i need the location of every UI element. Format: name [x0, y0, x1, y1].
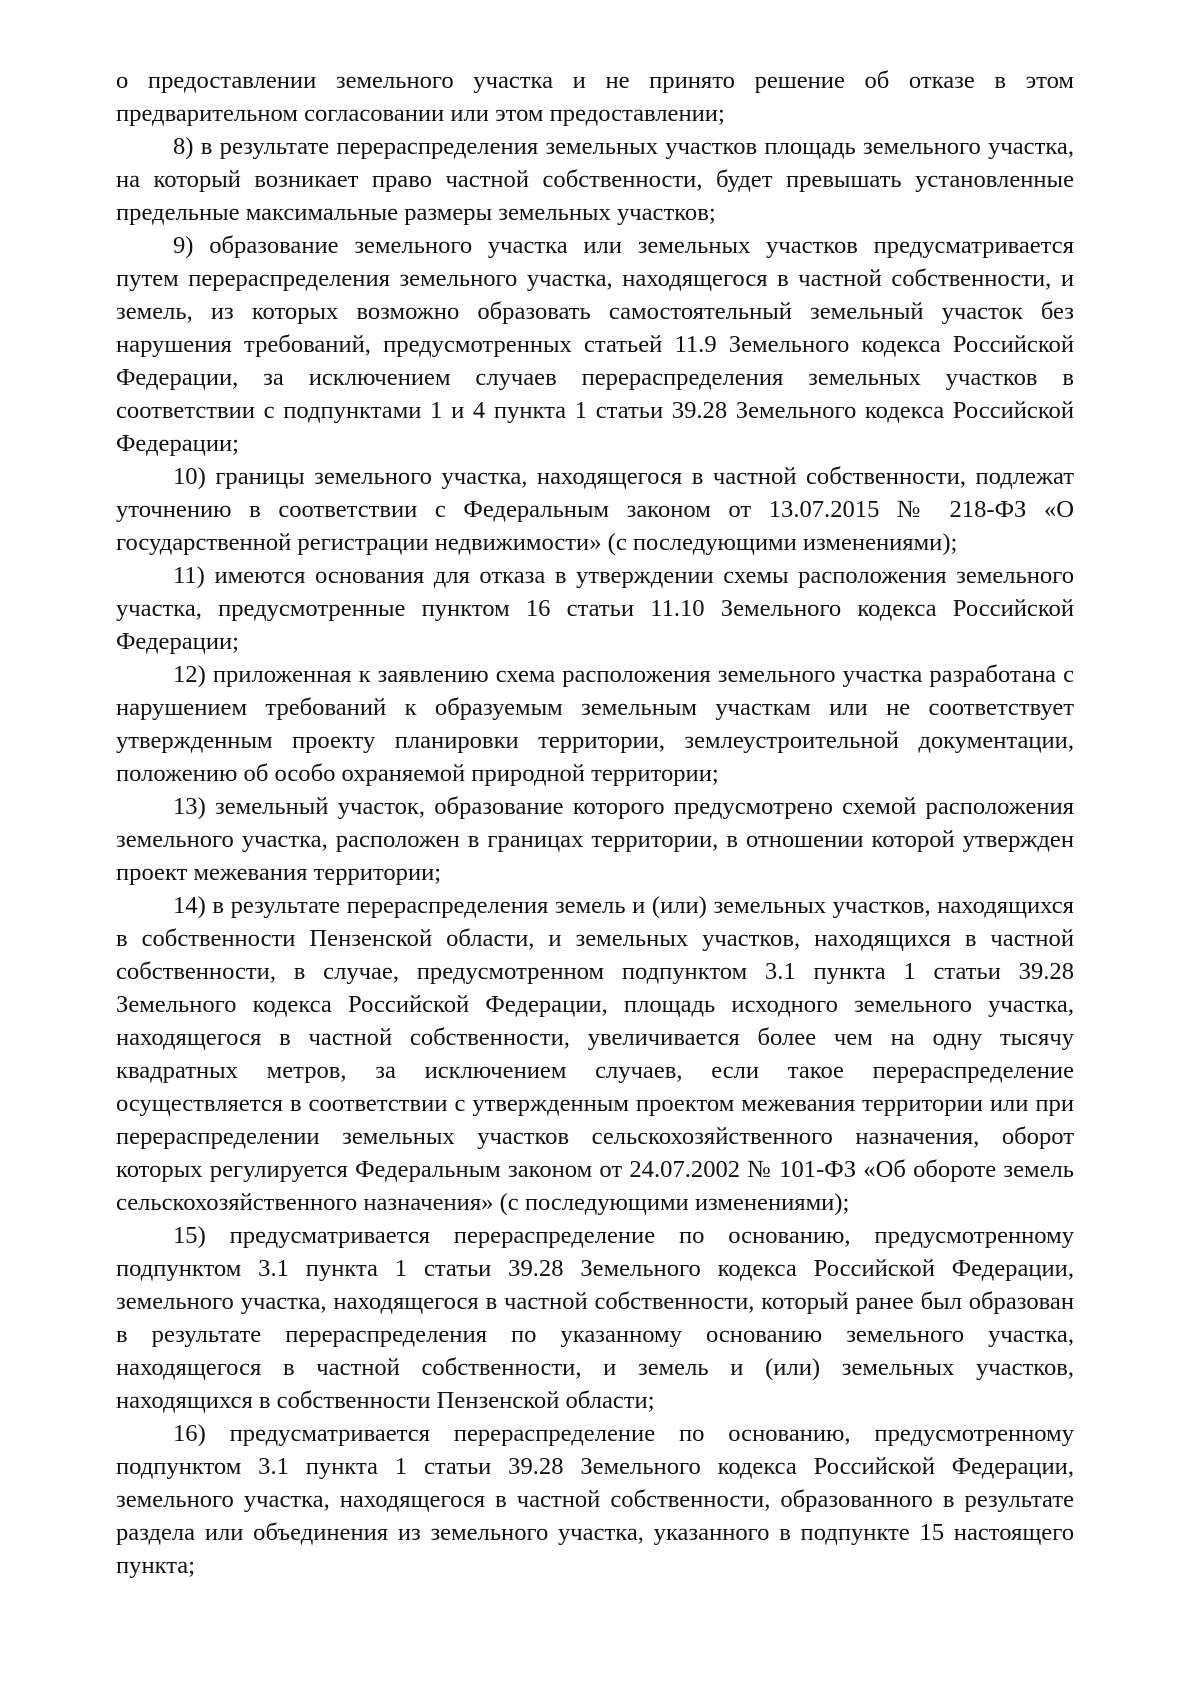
paragraph-item-9: 9) образование земельного участка или земельных участков предусматривается путем перераспределения земельного участка, находящегося в частной собственности, и земель, из которых возможно образовать самостоятельный земельный участок без нарушения требований, предусмотренных статьей 11.9 Земельного кодекса Российской Федерации, за исключением случаев перераспределения земельных участков в соответствии с подпунктами 1 и 4 пункта 1 статьи 39.28 Земельного кодекса Российской Федерации;	[116, 232, 1074, 457]
paragraph-continuation: о предоставлении земельного участка и не принято решение об отказе в этом предварительном согласовании или этом предоставлении;	[116, 67, 1074, 127]
paragraph-item-14: 14) в результате перераспределения земель и (или) земельных участков, находящихся в собственности Пензенской области, и земельных участков, находящихся в частной собственности, в случае, предусмотренном подпунктом 3.1 пункта 1 статьи 39.28 Земельного кодекса Российской Федерации, площадь исходного земельного участка, находящегося в частной собственности, увеличивается более чем на одну тысячу квадратных метров, за исключением случаев, если такое перераспределение осуществляется в соответствии с утвержденным проектом межевания территории или при перераспределении земельных участков сельскохозяйственного назначения, оборот которых регулируется Федеральным законом от 24.07.2002 № 101-ФЗ «Об обороте земель сельскохозяйственного назначения» (с последующими изменениями);	[116, 892, 1074, 1216]
document-body	[116, 64, 1074, 1582]
paragraph-item-13: 13) земельный участок, образование которого предусмотрено схемой расположения земельного участка, расположен в границах территории, в отношении которой утвержден проект межевания территории;	[116, 793, 1074, 886]
paragraph-item-15: 15) предусматривается перераспределение по основанию, предусмотренному подпунктом 3.1 пункта 1 статьи 39.28 Земельного кодекса Российской Федерации, земельного участка, находящегося в частной собственности, который ранее был образован в результате перераспределения по указанному основанию земельного участка, находящегося в частной собственности, и земель и (или) земельных участков, находящихся в собственности Пензенской области;	[116, 1222, 1074, 1414]
paragraph-item-8: 8) в результате перераспределения земельных участков площадь земельного участка, на который возникает право частной собственности, будет превышать установленные предельные максимальные размеры земельных участков;	[116, 133, 1074, 226]
paragraph-item-16: 16) предусматривается перераспределение по основанию, предусмотренному подпунктом 3.1 пункта 1 статьи 39.28 Земельного кодекса Российской Федерации, земельного участка, находящегося в частной собственности, образованного в результате раздела или объединения из земельного участка, указанного в подпункте 15 настоящего пункта;	[116, 1420, 1074, 1579]
paragraph-item-12: 12) приложенная к заявлению схема расположения земельного участка разработана с нарушением требований к образуемым земельным участкам или не соответствует утвержденным проекту планировки территории, землеустроительной документации, положению об особо охраняемой природной территории;	[116, 661, 1074, 787]
paragraph-item-11: 11) имеются основания для отказа в утверждении схемы расположения земельного участка, предусмотренные пунктом 16 статьи 11.10 Земельного кодекса Российской Федерации;	[116, 562, 1074, 655]
paragraph-item-10: 10) границы земельного участка, находящегося в частной собственности, подлежат уточнению в соответствии с Федеральным законом от 13.07.2015 № 218-ФЗ «О государственной регистрации недвижимости» (с последующими изменениями);	[116, 463, 1074, 556]
